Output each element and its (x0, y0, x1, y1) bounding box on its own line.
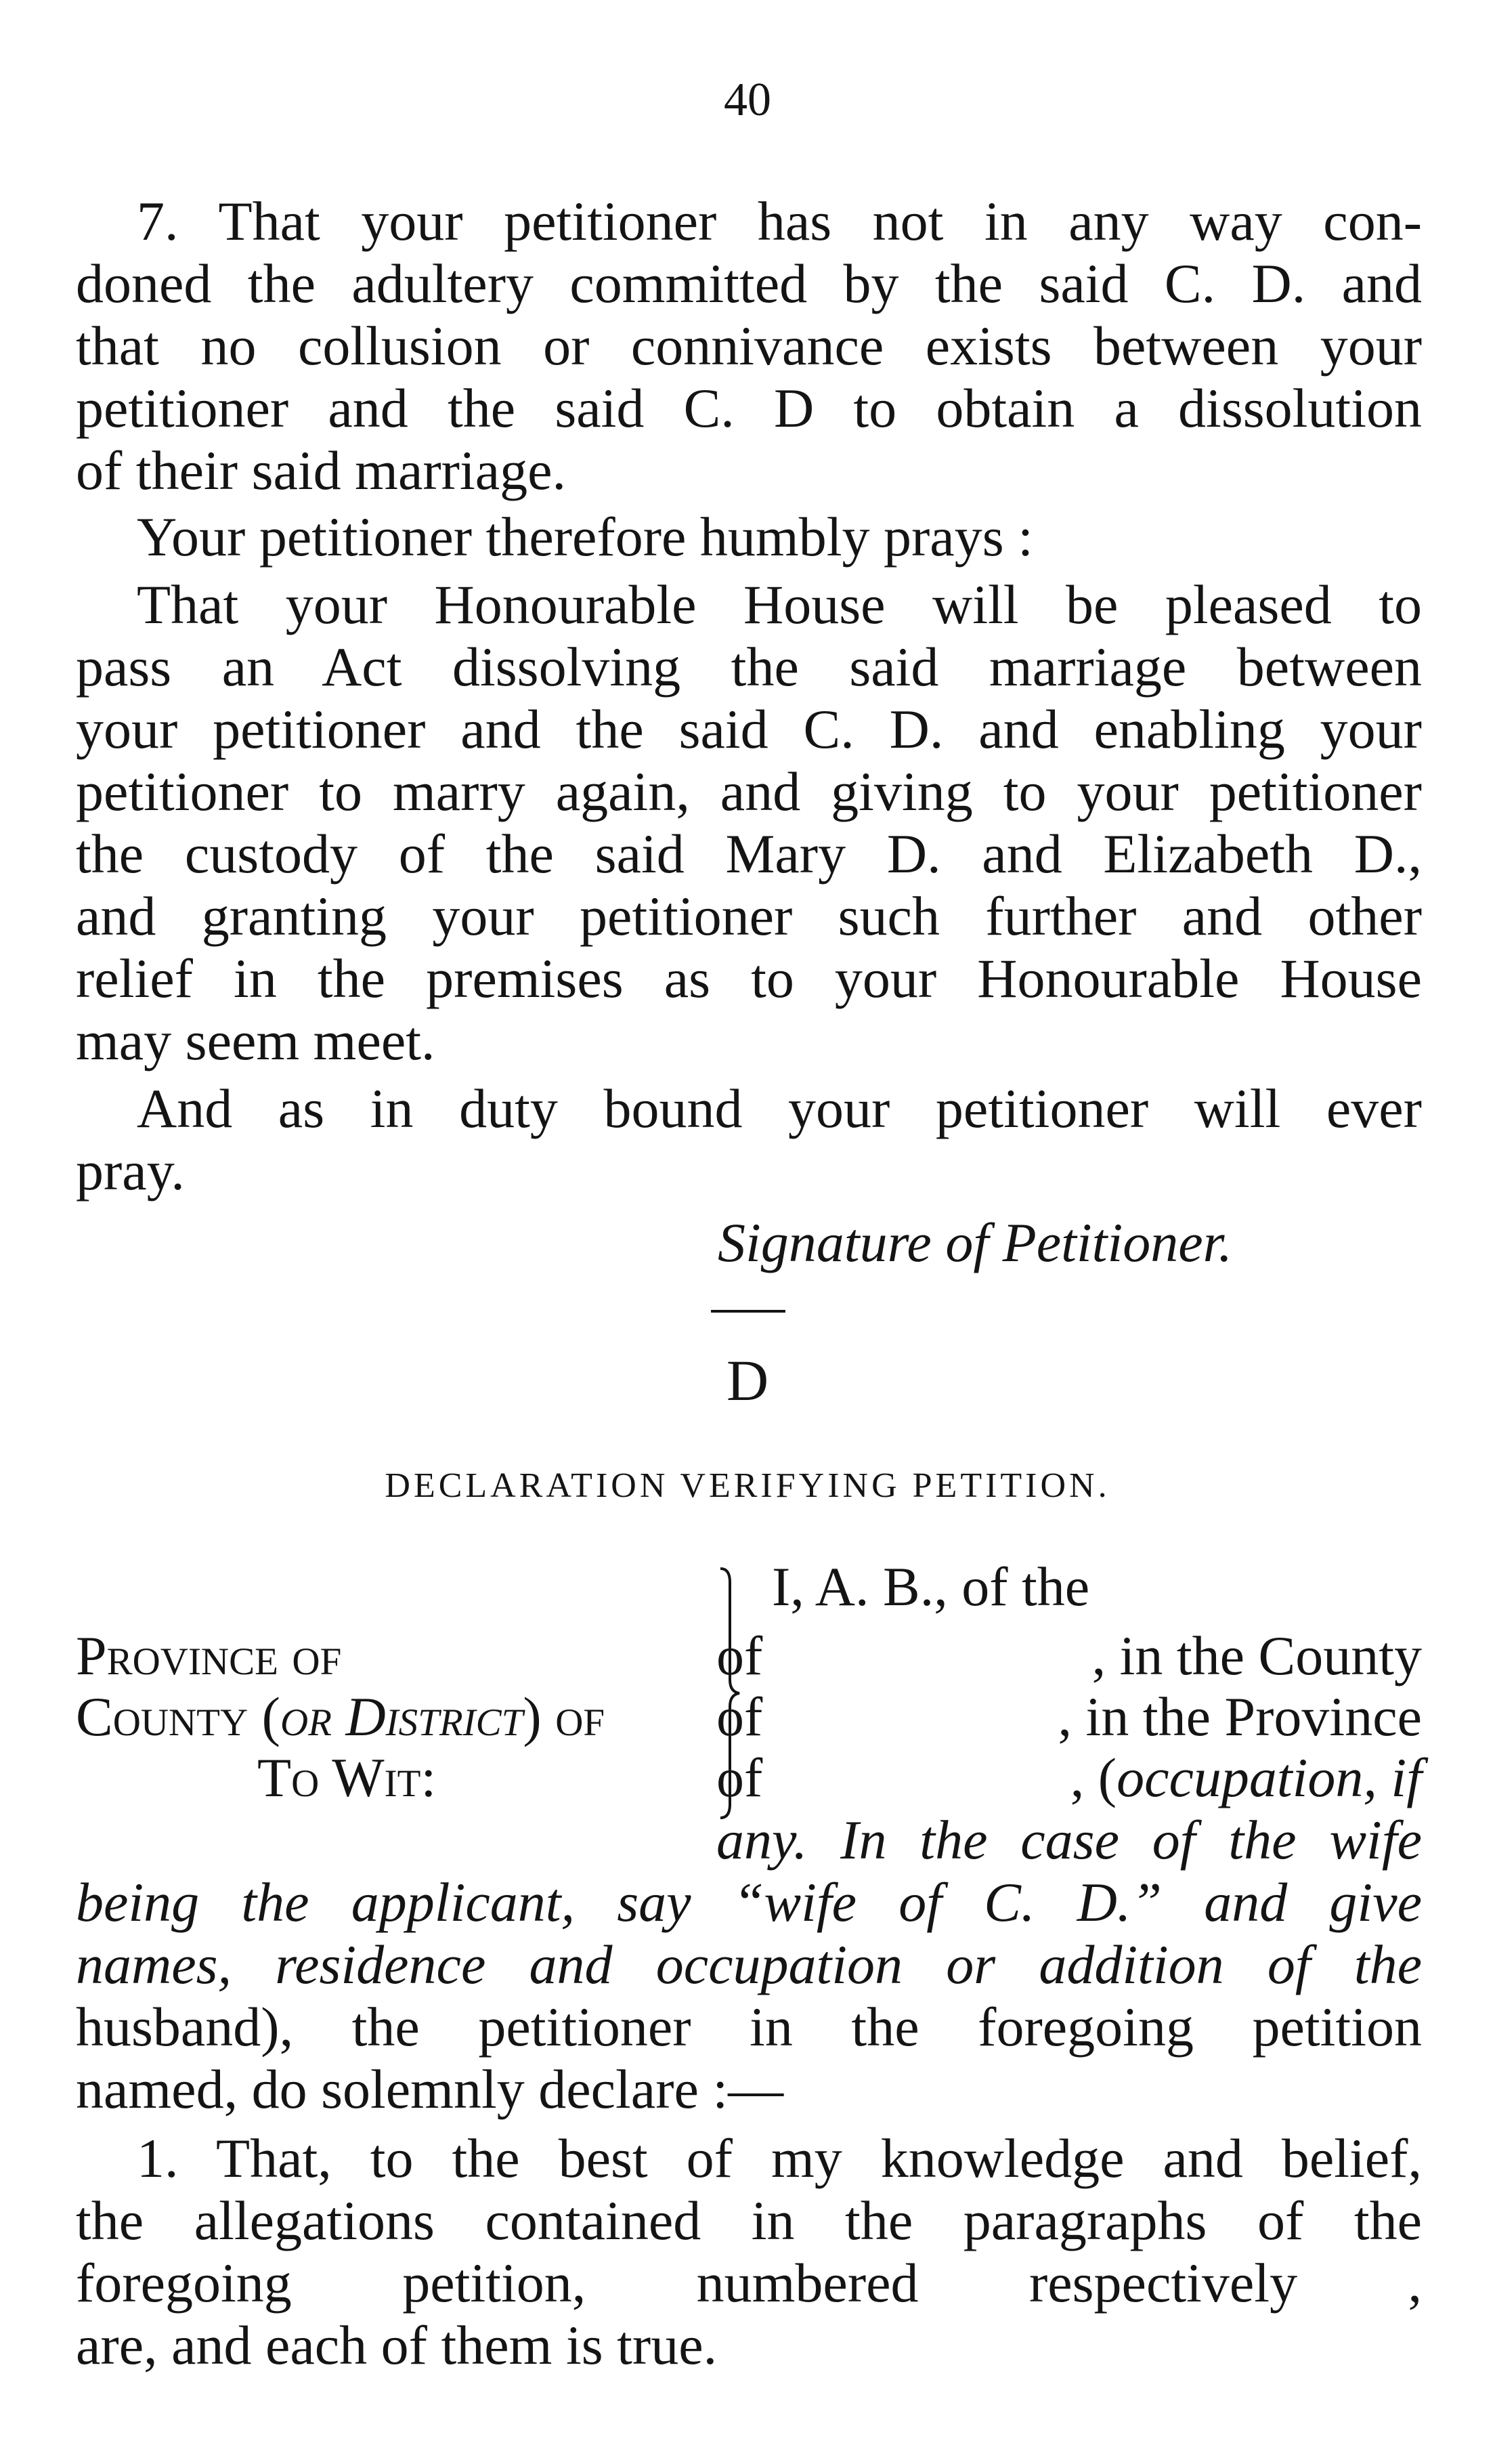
petition-line: and granting your petitioner such further and other (76, 885, 1422, 947)
venue-row-2-of: of (716, 1625, 763, 1686)
page-number: 40 (724, 74, 771, 126)
declaration-line: foregoing petition, numbered respectively , (76, 2252, 1422, 2314)
declaration-line: 1. That, to the best of my knowledge and belief, (137, 2127, 1422, 2189)
venue-row-3-rest: , in the Province (1058, 1686, 1422, 1747)
petition-line: And as in duty bound your petitioner will ever (137, 1078, 1422, 1139)
venue-row-5: any. In the case of the wife (716, 1809, 1422, 1871)
petition-line: pray. (76, 1140, 185, 1202)
petition-line: petitioner to marry again, and giving to your petitioner (76, 761, 1422, 822)
venue-row-4-of: of (716, 1747, 763, 1808)
petition-line: of their said marriage. (76, 440, 567, 501)
venue-row-4-rest: , (occupation, if (1070, 1747, 1422, 1808)
petition-line: pass an Act dissolving the said marriage between (76, 636, 1422, 698)
declaration-line: being the applicant, say “wife of C. D.” and give (76, 1871, 1422, 1933)
venue-row-1: I, A. B., of the (772, 1556, 1090, 1617)
section-divider (711, 1310, 785, 1313)
signature-line: Signature of Petitioner. (718, 1212, 1232, 1273)
petition-line: that no collusion or connivance exists between your (76, 315, 1422, 377)
petition-line: relief in the premises as to your Honourable House (76, 948, 1422, 1009)
petition-line: 7. That your petitioner has not in any way con- (137, 190, 1422, 252)
petition-line: That your Honourable House will be pleased to (137, 574, 1422, 635)
section-letter: D (726, 1348, 769, 1413)
declaration-line: are, and each of them is true. (76, 2314, 718, 2376)
declaration-line: named, do solemnly declare :— (76, 2058, 784, 2120)
petition-line: your petitioner and the said C. D. and enabling your (76, 698, 1422, 760)
venue-row-2-rest: , in the County (1091, 1625, 1422, 1686)
petition-line: may seem meet. (76, 1010, 435, 1071)
venue-row-3-of: of (716, 1686, 763, 1747)
declaration-line: names, residence and occupation or addition of the (76, 1934, 1422, 1995)
declaration-line: the allegations contained in the paragraphs of the (76, 2190, 1422, 2251)
declaration-line: husband), the petitioner in the foregoing petition (76, 1996, 1422, 2058)
province-label: Province of (76, 1625, 342, 1686)
petition-line: Your petitioner therefore humbly prays : (137, 506, 1033, 568)
petition-line: petitioner and the said C. D to obtain a dissolution (76, 377, 1422, 439)
to-wit-label: To Wit: (257, 1747, 437, 1808)
petition-line: doned the adultery committed by the said C. D. and (76, 253, 1422, 314)
section-title: DECLARATION VERIFYING PETITION. (385, 1466, 1110, 1505)
county-label: County (or District) of (76, 1686, 605, 1747)
petition-line: the custody of the said Mary D. and Elizabeth D., (76, 823, 1422, 885)
